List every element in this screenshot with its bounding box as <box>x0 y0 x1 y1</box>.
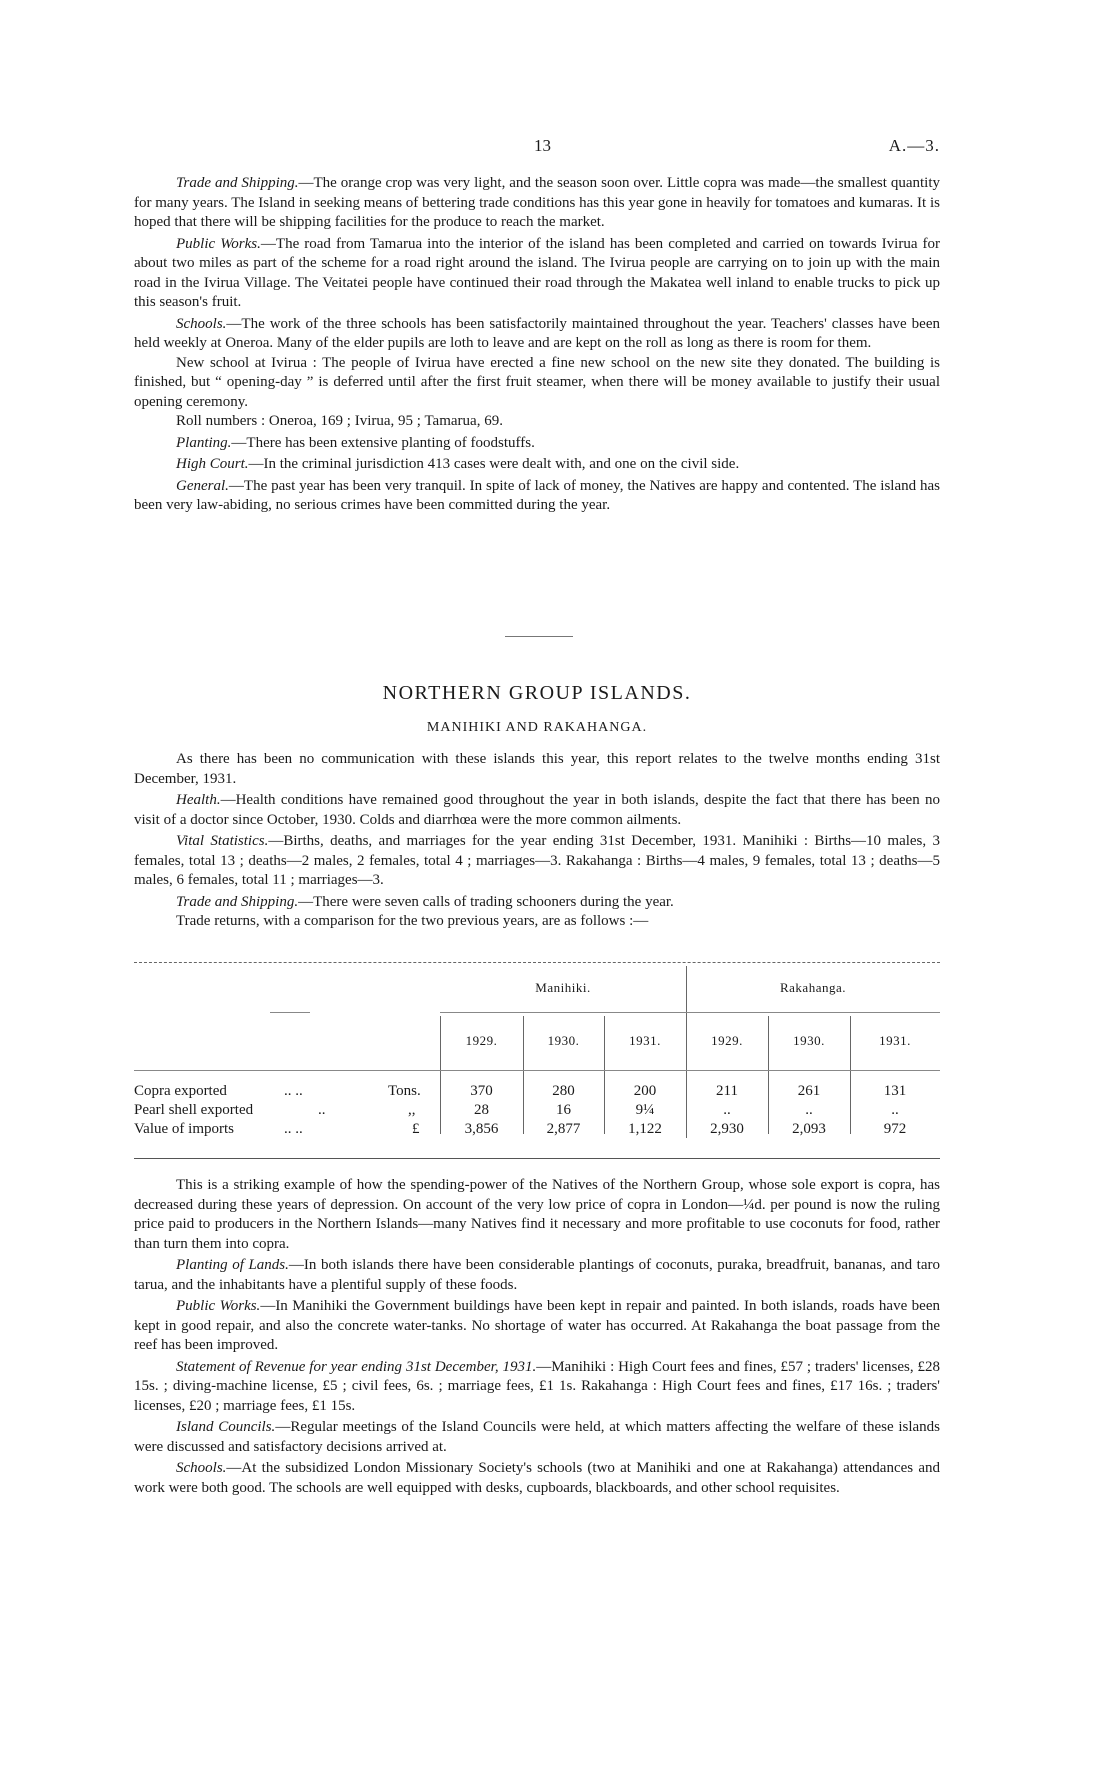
northern-group-section <box>134 750 940 932</box>
closing-section <box>134 1176 940 1498</box>
row-leader-dots: .. .. <box>284 1121 303 1137</box>
table-cell: 2,877 <box>546 1121 581 1137</box>
section-title: NORTHERN GROUP ISLANDS. <box>382 682 692 704</box>
paragraph-health: Health.—Health conditions have remained good throughout the year in both islands, despite the fact that there has been no visit of a doctor since October, 1930. Colds and diarrhœa were the more common ailments. <box>134 792 940 828</box>
paragraph-island-councils: Island Councils.—Regular meetings of the Island Councils were held, at which matters affecting the welfare of these islands were discussed and satisfactory decisions arrived at. <box>134 1419 940 1455</box>
table-cell: 200 <box>633 1083 657 1099</box>
table-cell: .. <box>891 1102 899 1118</box>
table-cell: 2,093 <box>792 1121 826 1137</box>
table-header-rule <box>134 1070 940 1071</box>
page-header <box>134 136 940 160</box>
year-header: 1930. <box>793 1033 825 1048</box>
table-cell: 16 <box>556 1102 571 1118</box>
group-header-rakahanga: Rakahanga. <box>779 980 846 995</box>
table-cell: 280 <box>552 1083 575 1099</box>
table-group-rule <box>440 1012 940 1013</box>
paragraph-schools: Schools.—The work of the three schools has been satisfactorily maintained throughout the year. Teachers' classes have been held weekly at Oneroa. Many of the elder pupils are loth to leave and are kept on the roll as long as there is room for them. <box>134 315 940 351</box>
paragraph-new-school: New school at Ivirua : The people of Ivirua have erected a fine new school on the new site they donated. The building is finished, but “ opening-day ” is deferred until after the first fruit steamer, when there will be money available to justify their usual opening ceremony. <box>134 354 940 410</box>
row-label: Pearl shell exported <box>134 1102 254 1118</box>
table-cell: .. <box>723 1102 731 1118</box>
table-cell: 9¼ <box>635 1102 655 1118</box>
paragraph-revenue-statement: Statement of Revenue for year ending 31st December, 1931.—Manihiki : High Court fees and fines, £57 ; traders' licenses, £28 15s. ; diving-machine license, £5 ; civil fees, 6s. ; marriage fees, £1 1s. Rakahanga : High Court fees and fines, £17 16s. ; traders' licenses, £20 ; marriage fees, £1 15s. <box>134 1358 940 1414</box>
section-subtitle: MANIHIKI AND RAKAHANGA. <box>426 720 648 735</box>
row-leader-dots: .. <box>318 1102 326 1118</box>
paragraph-public-works-north: Public Works.—In Manihiki the Government buildings have been kept in repair and painted. In both islands, roads have been kept in good repair, and also the concrete water-tanks. No shortage of water has occurred. At Rakahanga the boat passage from the reef has been improved. <box>134 1298 940 1353</box>
table-bottom-rule <box>134 1158 940 1159</box>
row-label: Copra exported <box>134 1083 227 1099</box>
page-number: 13 <box>534 136 551 155</box>
row-unit: ,, <box>408 1102 416 1118</box>
paragraph-general: General.—The past year has been very tranquil. In spite of lack of money, the Natives are happy and contented. The island has been very law-abiding, no serious crimes have been committed during the year. <box>134 477 940 513</box>
year-header: 1929. <box>465 1033 498 1048</box>
paragraph-trade-returns: Trade returns, with a comparison for the two previous years, are as follows :— <box>176 913 649 929</box>
paragraph-communication: As there has been no communication with these islands this year, this report relates to the twelve months ending 31st December, 1931. <box>134 751 940 787</box>
table-cell: 211 <box>716 1083 738 1099</box>
table-cell: 370 <box>470 1083 493 1099</box>
table-cell: .. <box>805 1102 813 1118</box>
page-reference: A.—3. <box>888 136 940 155</box>
intro-section <box>134 174 940 516</box>
year-header: 1929. <box>711 1033 743 1048</box>
year-header: 1930. <box>547 1033 580 1048</box>
row-leader-dots: .. .. <box>284 1083 303 1099</box>
table-top-rule <box>134 962 940 963</box>
paragraph-trade-shipping: Trade and Shipping.—The orange crop was very light, and the season soon over. Little copra was made—the smallest quantity for many years. The Island in seeking means of bettering trade conditions has this year gone in heavily for tomatoes and kumaras. It is hoped that there will be shipping facilities for the produce to reach the market. <box>134 175 940 230</box>
paragraph-roll-numbers: Roll numbers : Oneroa, 169 ; Ivirua, 95 ; Tamarua, 69. <box>176 413 503 429</box>
table-cell: 3,856 <box>464 1121 499 1137</box>
year-header: 1931. <box>629 1033 661 1048</box>
row-unit: £ <box>412 1121 420 1137</box>
group-header-manihiki: Manihiki. <box>535 980 591 995</box>
paragraph-trade-shipping-north: Trade and Shipping.—There were seven calls of trading schooners during the year. <box>176 893 674 910</box>
row-label: Value of imports <box>134 1121 234 1137</box>
section-divider <box>505 636 573 637</box>
paragraph-spending-power: This is a striking example of how the spending-power of the Natives of the Northern Group, whose sole export is copra, has decreased during these years of depression. On account of the very low price of copra in London—¼d. per pound is now the ruling price paid to producers in the Northern Islands—many Natives find it necessary and more profitable to use coconuts for food, rather than turn them into copra. <box>134 1177 940 1252</box>
paragraph-planting-lands: Planting of Lands.—In both islands there have been considerable plantings of coconuts, puraka, breadfruit, bananas, and taro tarua, and the inhabitants have a plentiful supply of these foods. <box>134 1257 940 1293</box>
table-stub-rule <box>270 1012 310 1013</box>
table-cell: 28 <box>474 1102 489 1118</box>
paragraph-vital-statistics: Vital Statistics.—Births, deaths, and marriages for the year ending 31st December, 1931. Manihiki : Births—10 males, 3 females, total 13 ; deaths—2 males, 2 females, total 4 ; marriages—3. Rakahanga : Births—4 males, 9 females, total 13 ; deaths—5 males, 6 females, total 11 ; marriages—3. <box>134 833 940 888</box>
table-cell: 1,122 <box>628 1121 662 1137</box>
paragraph-schools-north: Schools.—At the subsidized London Missionary Society's schools (two at Manihiki and one at Rakahanga) attendances and work were both good. The schools are well equipped with desks, cupboards, blackboards, and other school requisites. <box>134 1460 940 1496</box>
table-cell: 131 <box>883 1083 907 1099</box>
table-cell: 2,930 <box>710 1121 744 1137</box>
table-cell: 261 <box>797 1083 821 1099</box>
row-unit: Tons. <box>388 1083 421 1099</box>
paragraph-planting: Planting.—There has been extensive planting of foodstuffs. <box>176 434 535 451</box>
paragraph-high-court: High Court.—In the criminal jurisdiction 413 cases were dealt with, and one on the civil side. <box>176 456 740 472</box>
table-cell: 972 <box>883 1121 907 1137</box>
year-header: 1931. <box>879 1033 911 1048</box>
paragraph-public-works: Public Works.—The road from Tamarua into the interior of the island has been completed and carried on towards Ivirua for about two miles as part of the scheme for a road right around the island. The Ivirua people are carrying on to join up with the main road in the Ivirua Village. The Veitatei people have continued their road through the Makatea well inland to enable trucks to pick up this season's fruit. <box>134 235 940 310</box>
